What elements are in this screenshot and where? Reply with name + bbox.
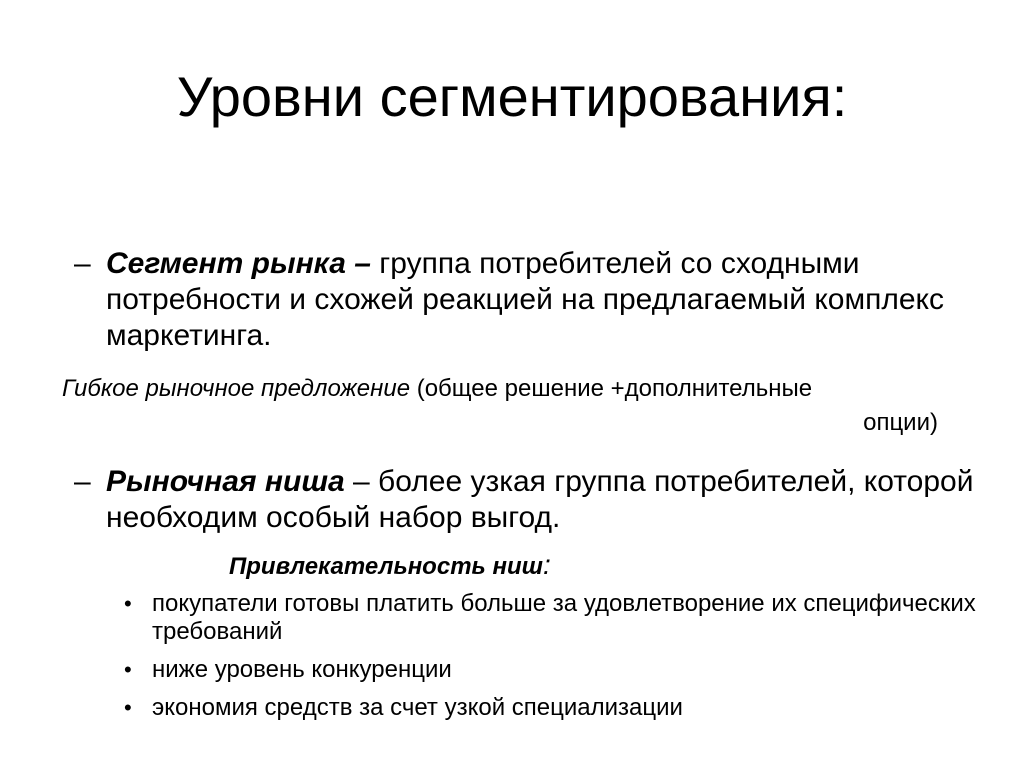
slide-title: Уровни сегментирования: [176,65,848,128]
niche-text [106,464,986,536]
list-item [122,694,982,722]
list-item [122,590,982,646]
dash-marker: – [74,465,91,498]
bullet-icon: • [124,695,132,720]
list-item-text: экономия средств за счет узкой специализации [152,694,683,721]
flexible-offer-note [62,372,962,440]
flexible-offer-description: (общее решение +дополнительные [410,375,813,402]
flexible-offer-continuation: опции) [863,409,938,436]
list-item-text: покупатели готовы платить больше за удовлетворение их специфических требований [152,590,976,645]
bullet-icon: • [124,657,132,682]
bullet-icon: • [124,591,132,616]
niche-term: Рыночная ниша [106,465,345,498]
segment-description: группа потребителей со сходными потребности и схожей реакцией на предлагаемый комплекс маркетинга. [106,247,944,352]
niche-description: – более узкая группа потребителей, которой необходим особый набор выгод. [106,465,974,534]
dash-marker: – [74,247,91,280]
attractiveness-label: Привлекательность ниш [229,553,543,580]
list-item-text: ниже уровень конкуренции [152,656,452,683]
flexible-offer-term: Гибкое рыночное предложение [62,375,411,402]
attractiveness-colon: : [542,549,551,580]
list-item [122,656,982,684]
attractiveness-list [122,590,982,732]
segment-term: Сегмент рынка – [106,247,371,280]
niche-attractiveness-heading [229,548,551,584]
segment-text [106,246,986,354]
